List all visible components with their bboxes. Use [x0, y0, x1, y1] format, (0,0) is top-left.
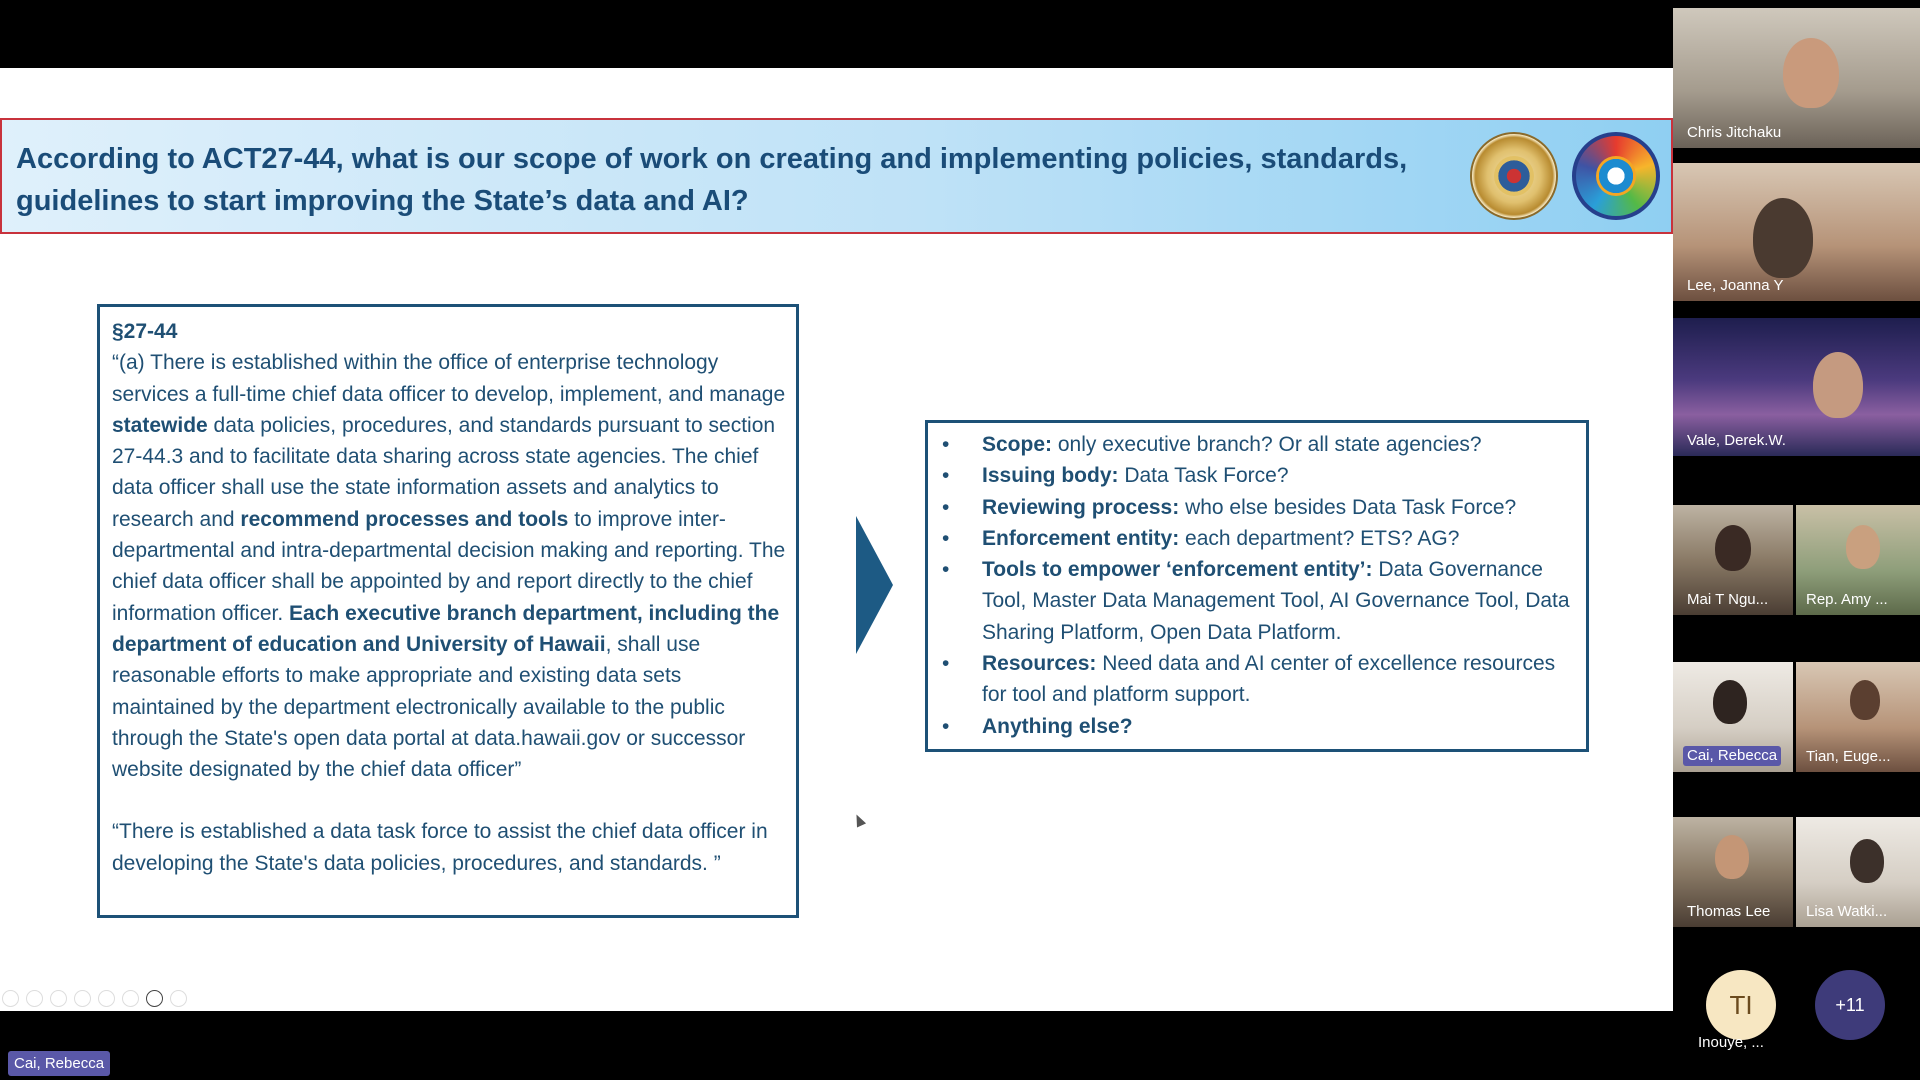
- participant-video: [1783, 38, 1839, 108]
- annotation-toolbar: [2, 990, 187, 1007]
- toolbar-icon[interactable]: [74, 990, 91, 1007]
- statute-text: to improve inter-departmental and intra-departmental decision making and reporting. The chief data officer shall be appointed by and report directly to the chief information officer.: [112, 507, 786, 625]
- bullet-icon: •: [942, 714, 950, 738]
- statute-emphasis: statewide: [112, 413, 208, 437]
- participant-tile-derek[interactable]: [1673, 318, 1920, 456]
- more-participants-count: +11: [1835, 994, 1865, 1015]
- right-arrow-icon: [856, 516, 893, 654]
- bullet-icon: •: [942, 433, 950, 456]
- question-item: [942, 711, 1576, 742]
- participant-tile-eugene[interactable]: [1796, 662, 1920, 772]
- participant-video: [1813, 352, 1863, 418]
- question-text: who else besides Data Task Force?: [1179, 495, 1517, 519]
- participant-avatar-inouye[interactable]: [1706, 970, 1776, 1040]
- participant-name: Rep. Amy ...: [1806, 591, 1888, 608]
- statute-section: §27-44: [112, 320, 178, 343]
- question-text: only executive branch? Or all state agencies?: [1052, 433, 1482, 456]
- question-item: [942, 460, 1576, 491]
- question-item: [942, 554, 1576, 648]
- participant-video: [1846, 525, 1880, 569]
- statute-text: “(a) There is established within the office of enterprise technology services a full-time chief data officer to develop, implement, and manage: [112, 351, 786, 406]
- questions-list: [942, 429, 1576, 742]
- participant-name: Mai T Ngu...: [1687, 591, 1769, 608]
- avatar-initials: TI: [1729, 989, 1753, 1020]
- participant-tile-joanna[interactable]: [1673, 163, 1920, 301]
- mouse-cursor-icon: [852, 812, 866, 827]
- bullet-icon: •: [942, 526, 950, 550]
- participant-tile-mai[interactable]: [1673, 505, 1793, 615]
- participant-video: [1715, 835, 1749, 879]
- participant-tile-lisa[interactable]: [1796, 817, 1920, 927]
- question-label: Resources:: [982, 652, 1097, 676]
- question-label: Scope:: [982, 433, 1053, 456]
- question-item: [942, 429, 1576, 460]
- participant-name: Inouye, ...: [1698, 1034, 1764, 1051]
- toolbar-icon[interactable]: [98, 990, 115, 1007]
- presenter-name-label: Cai, Rebecca: [8, 1051, 110, 1076]
- statute-paragraph-task-force: “There is established a data task force to assist the chief data officer in developing the State's data policies, procedures, and standards. ”: [112, 820, 768, 875]
- participant-name: Cai, Rebecca: [1683, 746, 1781, 766]
- participants-panel: [1673, 0, 1920, 1080]
- question-text: each department? ETS? AG?: [1179, 526, 1460, 550]
- participant-name: Lee, Joanna Y: [1687, 277, 1784, 294]
- toolbar-icon[interactable]: [50, 990, 67, 1007]
- participant-video: [1753, 198, 1813, 278]
- more-participants-button[interactable]: [1815, 970, 1885, 1040]
- question-item: [942, 523, 1576, 554]
- participant-video: [1713, 680, 1747, 724]
- question-text: Data Task Force?: [1118, 464, 1289, 488]
- participant-video: [1715, 525, 1751, 571]
- state-of-hawaii-seal-icon: [1470, 132, 1558, 220]
- bullet-icon: •: [942, 464, 950, 488]
- toolbar-icon[interactable]: [2, 990, 19, 1007]
- questions-box: [925, 420, 1589, 752]
- question-label: Anything else?: [982, 714, 1133, 738]
- enterprise-technology-services-seal-icon: [1572, 132, 1660, 220]
- camera-icon[interactable]: [146, 990, 163, 1007]
- participant-name: Thomas Lee: [1687, 903, 1771, 920]
- participant-tile-amy[interactable]: [1796, 505, 1920, 615]
- question-item: [942, 648, 1576, 711]
- question-label: Issuing body:: [982, 464, 1119, 488]
- statute-emphasis: recommend processes and tools: [240, 507, 569, 531]
- question-item: [942, 492, 1576, 523]
- question-label: Tools to empower ‘enforcement entity’:: [982, 558, 1373, 582]
- slide-title-banner: [0, 118, 1673, 234]
- bullet-icon: •: [942, 495, 950, 519]
- question-label: Enforcement entity:: [982, 526, 1180, 550]
- participant-tile-chris[interactable]: [1673, 8, 1920, 148]
- statute-text: data policies, procedures, and standards pursuant to section 27-44.3 and to facilitate data sharing across state agencies. The chief data officer shall use the state information assets and analytics to research and: [112, 413, 776, 531]
- presentation-slide: [0, 68, 1673, 1011]
- participant-name: Lisa Watki...: [1806, 903, 1888, 920]
- participant-video: [1850, 680, 1880, 720]
- slide-title: According to ACT27-44, what is our scope of work on creating and implementing policies, standards, guidelines to start improving the State’s data and AI?: [16, 143, 1408, 217]
- toolbar-icon[interactable]: [170, 990, 187, 1007]
- participant-name: Tian, Euge...: [1806, 748, 1891, 765]
- participant-name: Chris Jitchaku: [1687, 124, 1782, 141]
- bullet-icon: •: [942, 652, 950, 676]
- statute-paragraph-a: [112, 347, 786, 785]
- participant-tile-thomas[interactable]: [1673, 817, 1793, 927]
- toolbar-icon[interactable]: [26, 990, 43, 1007]
- question-label: Reviewing process:: [982, 495, 1180, 519]
- toolbar-icon[interactable]: [122, 990, 139, 1007]
- participant-video: [1850, 839, 1884, 883]
- statute-text: , shall use reasonable efforts to make appropriate and existing data sets maintained by the department electronically available to the public through the State's open data portal at data.hawaii.gov or successor website designated by the chief data officer”: [112, 632, 746, 782]
- question-text: Need data and AI center of excellence resources for tool and platform support.: [982, 652, 1556, 707]
- question-text: Data Governance Tool, Master Data Management Tool, AI Governance Tool, Data Sharing Platform, Open Data Platform.: [982, 558, 1570, 644]
- statute-text-box: [97, 304, 799, 918]
- statute-emphasis: Each executive branch department, including the department of education and University of Hawaii: [112, 601, 780, 656]
- bullet-icon: •: [942, 558, 950, 582]
- participant-name: Vale, Derek.W.: [1687, 432, 1786, 449]
- participant-tile-rebecca[interactable]: [1673, 662, 1793, 772]
